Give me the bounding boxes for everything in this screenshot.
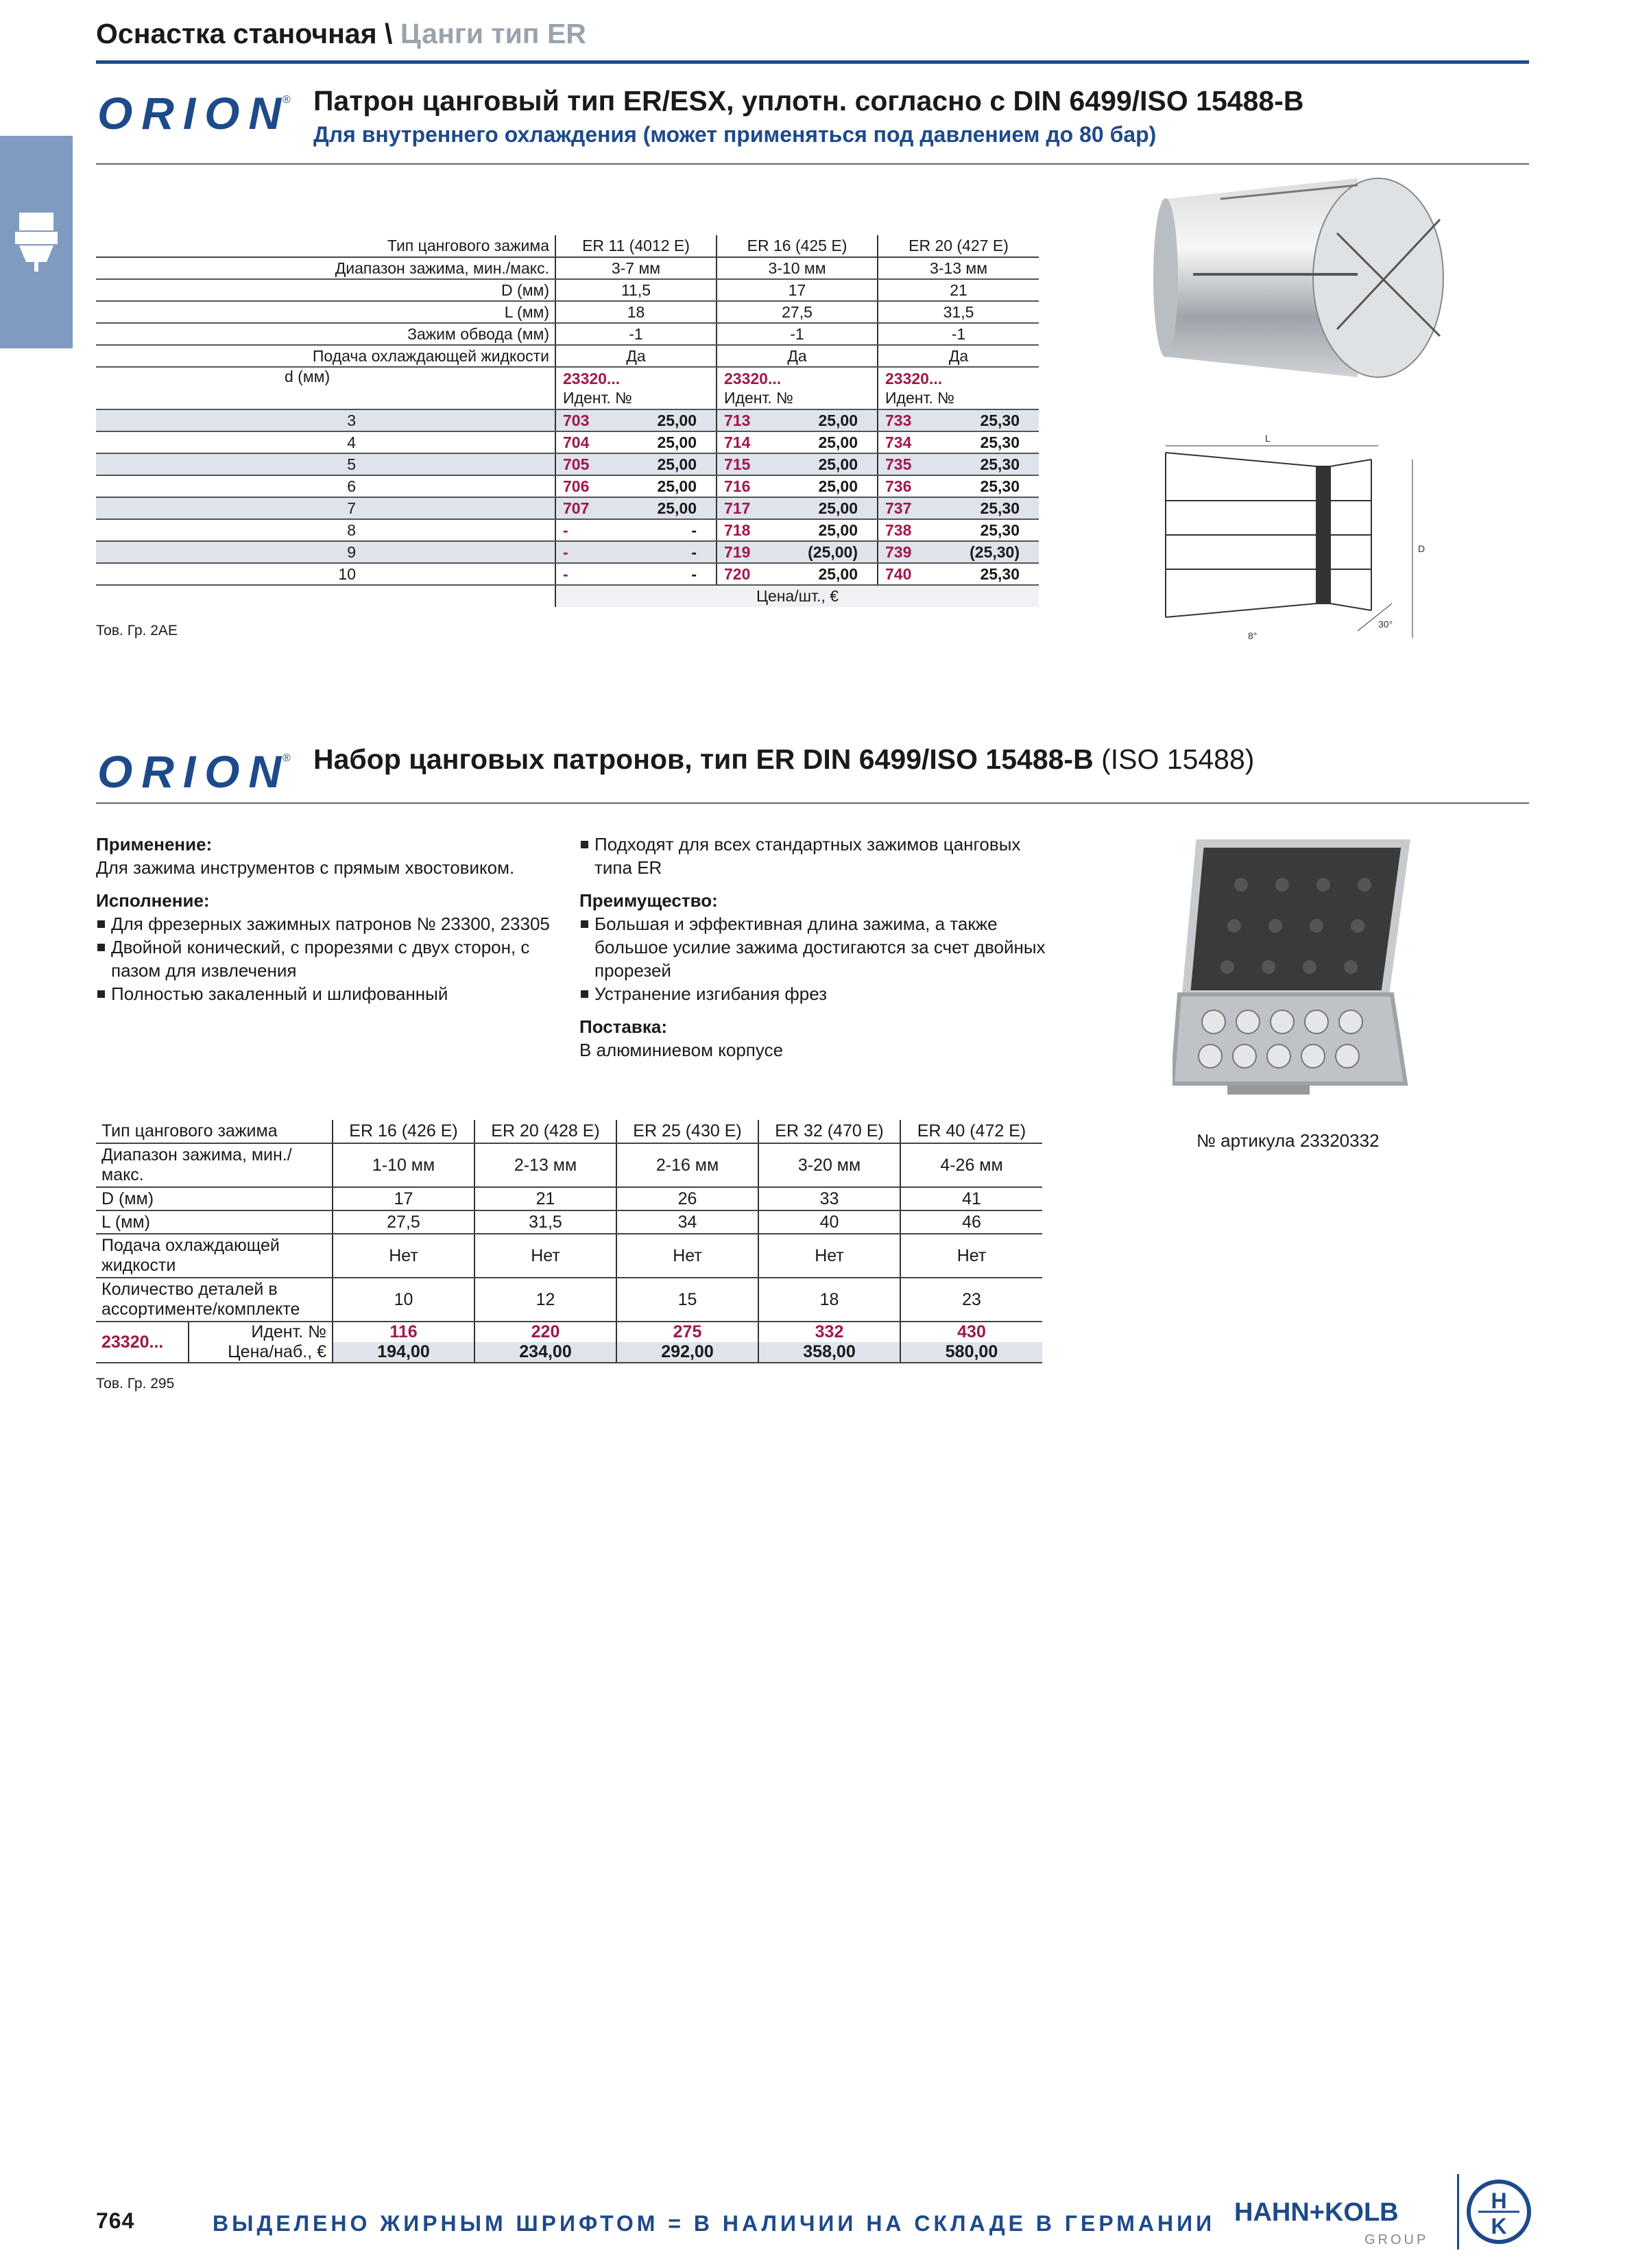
row-label: D (мм) [96,279,555,301]
cell: 33 [758,1187,900,1210]
ident-number: 717 [717,497,792,519]
ident-number: 707 [555,497,631,519]
cell: 220 [474,1322,616,1342]
cell: 34 [616,1210,758,1234]
cell: 12 [474,1278,616,1322]
cell: ER 25 (430 E) [616,1120,758,1143]
unit-price: 25,30 [953,519,1039,541]
ident-number: 718 [717,519,792,541]
cell: ER 16 (425 E) [717,235,878,257]
diameter-row [96,497,1039,519]
ident-label: Идент. № [563,389,632,407]
diameter-value: 5 [96,453,555,475]
section2-col1 [96,833,569,1005]
execution-item: Для фрезерных зажимных патронов № 23300, 23305 [96,912,569,935]
diameter-row [96,563,1039,585]
drawing-angle-8: 8° [1248,630,1258,641]
cell: 292,00 [616,1342,758,1363]
collet-set-table [96,1120,1042,1363]
goods-group-2: Тов. Гр. 295 [96,1376,175,1392]
cell: Да [555,345,717,367]
execution-item: Полностью закаленный и шлифованный [96,982,569,1005]
diameter-value: 3 [96,409,555,431]
unit-price: 25,30 [953,431,1039,453]
d-label: d (мм) [96,367,555,409]
unit-price: - [631,541,717,563]
diameter-row [96,409,1039,431]
ident-number: - [555,541,631,563]
base-code: 23320... [724,370,782,387]
cell: 23 [900,1278,1042,1322]
ident-label: Идент. № [885,389,954,407]
ident-number: 734 [878,431,953,453]
hk-emblem-icon [1465,2177,1533,2246]
cell: 332 [758,1322,900,1342]
unit-price: 25,30 [953,453,1039,475]
cell: 46 [900,1210,1042,1234]
cell: 116 [333,1322,474,1342]
base-code: 23320... [563,370,621,387]
cell: 2-13 мм [474,1143,616,1187]
cell: 27,5 [717,301,878,323]
cell: 10 [333,1278,474,1322]
section1-rule [96,163,1529,165]
svg-text:®: ® [282,94,291,106]
company-group: GROUP [1364,2232,1429,2247]
cell: 275 [616,1322,758,1342]
header-sep: \ [376,18,400,49]
unit-price: 25,00 [631,453,717,475]
orion-logo-2 [96,748,295,796]
cell: ER 20 (427 E) [878,235,1039,257]
execution-heading: Исполнение: [96,890,210,911]
emblem-k: K [1491,2214,1507,2239]
ident-number: 715 [717,453,792,475]
diameter-value: 10 [96,563,555,585]
ident-number: 703 [555,409,631,431]
cell: 18 [758,1278,900,1322]
stock-slogan: ВЫДЕЛЕНО ЖИРНЫМ ШРИФТОМ = В НАЛИЧИИ НА СКЛАДЕ В ГЕРМАНИИ [213,2211,1216,2236]
ident-number: 716 [717,475,792,497]
ident-number: 714 [717,431,792,453]
cell: ER 32 (470 E) [758,1120,900,1143]
cell: -1 [717,323,878,345]
cell: 15 [616,1278,758,1322]
ident-number: 735 [878,453,953,475]
unit-price: 25,00 [792,497,878,519]
collet-chuck-table [96,235,1039,607]
header-rule [96,60,1529,64]
diameter-row [96,519,1039,541]
cell: 21 [474,1187,616,1210]
cell: 3-20 мм [758,1143,900,1187]
section1-subtitle: Для внутреннего охлаждения (может применяться под давлением до 80 бар) [313,122,1157,147]
cell: 31,5 [474,1210,616,1234]
ident-number: 738 [878,519,953,541]
ident-number: - [555,519,631,541]
orion-logo [96,89,295,137]
page-number: 764 [96,2208,135,2233]
cell: 18 [555,301,717,323]
cell: Нет [616,1234,758,1278]
svg-text:ORION: ORION [97,748,281,796]
drawing-angle-30: 30° [1378,619,1393,630]
section2-title [313,743,1254,776]
cell: 194,00 [333,1342,474,1363]
unit-price: 25,00 [792,563,878,585]
cell: 430 [900,1322,1042,1342]
cell: ER 11 (4012 E) [555,235,717,257]
unit-price: (25,00) [792,541,878,563]
cell: Да [717,345,878,367]
application-heading: Применение: [96,834,213,855]
cell: 358,00 [758,1342,900,1363]
row-label: L (мм) [96,1210,333,1234]
advantage-item: Устранение изгибания фрез [579,982,1046,1005]
header-main: Оснастка станочная [96,18,377,49]
cell: 40 [758,1210,900,1234]
price-label: Цена/наб., € [189,1342,333,1363]
row-label: Количество деталей в ассортименте/комплекте [96,1278,333,1322]
collet-drawing [1152,425,1447,645]
row-label: Подача охлаждающей жидкости [96,1234,333,1278]
row-label: Диапазон зажима, мин./макс. [96,257,555,279]
delivery-heading: Поставка: [579,1016,667,1037]
section2-rule [96,802,1529,804]
cell: 31,5 [878,301,1039,323]
drill-chuck-icon [10,211,63,273]
svg-text:ORION: ORION [97,89,281,137]
unit-price: 25,00 [792,453,878,475]
unit-price: 25,00 [792,475,878,497]
diameter-value: 8 [96,519,555,541]
article-number: № артикула 23320332 [1196,1130,1380,1151]
diameter-row [96,475,1039,497]
row-label: Зажим обвода (мм) [96,323,555,345]
cell: ER 20 (428 E) [474,1120,616,1143]
unit-price: - [631,519,717,541]
cell: 17 [717,279,878,301]
svg-text:®: ® [282,752,291,764]
header-sub: Цанги тип ER [400,18,586,49]
cell: 21 [878,279,1039,301]
collet-photo [1152,171,1447,384]
unit-price: 25,30 [953,563,1039,585]
cell: 1-10 мм [333,1143,474,1187]
unit-price: 25,00 [631,475,717,497]
cell: 4-26 мм [900,1143,1042,1187]
ident-number: 737 [878,497,953,519]
unit-price: 25,00 [792,431,878,453]
cell: Да [878,345,1039,367]
cell: ER 16 (426 E) [333,1120,474,1143]
diameter-value: 6 [96,475,555,497]
cell: 3-7 мм [555,257,717,279]
ident-number: 713 [717,409,792,431]
unit-price: 25,00 [631,431,717,453]
row-label: D (мм) [96,1187,333,1210]
ident-number: 705 [555,453,631,475]
cell: Нет [474,1234,616,1278]
cell: -1 [878,323,1039,345]
ident-label: Идент. № [251,1322,326,1341]
unit-price: 25,00 [792,519,878,541]
advantage-heading: Преимущество: [579,890,718,911]
application-text: Для зажима инструментов с прямым хвостовиком. [96,857,515,878]
diameter-rows [96,409,1039,585]
cell: 2-16 мм [616,1143,758,1187]
goods-group-1: Тов. Гр. 2AE [96,623,178,638]
section2-title-suffix: (ISO 15488) [1093,743,1255,775]
execution-item: Двойной конический, с прорезями с двух сторон, с пазом для извлечения [96,935,569,982]
section1-title: Патрон цанговый тип ER/ESX, уплотн. согласно с DIN 6499/ISO 15488-B [313,85,1304,117]
base-code: 23320... [885,370,943,387]
cell: 580,00 [900,1342,1042,1363]
cell: 27,5 [333,1210,474,1234]
ident-number: 739 [878,541,953,563]
diameter-value: 7 [96,497,555,519]
section2-title-main: Набор цанговых патронов, тип ER DIN 6499/ISO 15488-B [313,743,1094,775]
ident-number: 720 [717,563,792,585]
cell: Нет [333,1234,474,1278]
row-label: L (мм) [96,301,555,323]
ident-number: 704 [555,431,631,453]
cell: ER 40 (472 E) [900,1120,1042,1143]
compat-item: Подходят для всех стандартных зажимов цанговых типа ER [579,833,1046,879]
delivery-text: В алюминиевом корпусе [579,1040,784,1060]
cell: 3-13 мм [878,257,1039,279]
unit-price: (25,30) [953,541,1039,563]
unit-price: 25,30 [953,497,1039,519]
drawing-D: D [1418,543,1426,554]
diameter-row [96,453,1039,475]
ident-number: 740 [878,563,953,585]
set-base-code: 23320... [96,1322,189,1363]
diameter-row [96,431,1039,453]
row-label: Тип цангового зажима [96,1120,333,1143]
unit-price: - [631,563,717,585]
ident-number: 733 [878,409,953,431]
cell: -1 [555,323,717,345]
diameter-value: 4 [96,431,555,453]
diameter-row [96,541,1039,563]
cell: 41 [900,1187,1042,1210]
cell: Нет [900,1234,1042,1278]
ident-label: Идент. № [724,389,793,407]
cell: 17 [333,1187,474,1210]
cell: 234,00 [474,1342,616,1363]
unit-price: 25,30 [953,409,1039,431]
row-label: Подача охлаждающей жидкости [96,345,555,367]
page-header [96,18,586,50]
cell: 26 [616,1187,758,1210]
hk-emblem [1457,2174,1532,2249]
side-tab [0,136,73,348]
unit-price: 25,00 [631,409,717,431]
unit-price: 25,30 [953,475,1039,497]
ident-number: - [555,563,631,585]
company-name: HAHN+KOLB [1234,2198,1399,2227]
cell: Нет [758,1234,900,1278]
cell: 11,5 [555,279,717,301]
ident-number: 719 [717,541,792,563]
drawing-L: L [1265,433,1271,444]
diameter-value: 9 [96,541,555,563]
unit-price: 25,00 [792,409,878,431]
section2-col2 [579,833,1046,1062]
emblem-h: H [1491,2188,1507,2213]
price-label: Цена/шт., € [555,585,1039,607]
cell: 3-10 мм [717,257,878,279]
row-label: Диапазон зажима, мин./макс. [96,1143,333,1187]
case-photo [1172,823,1419,1097]
ident-number: 736 [878,475,953,497]
unit-price: 25,00 [631,497,717,519]
advantage-item: Большая и эффективная длина зажима, а также большое усилие зажима достигаются за счет двойных прорезей [579,912,1046,982]
ident-number: 706 [555,475,631,497]
row-label: Тип цангового зажима [387,237,549,254]
